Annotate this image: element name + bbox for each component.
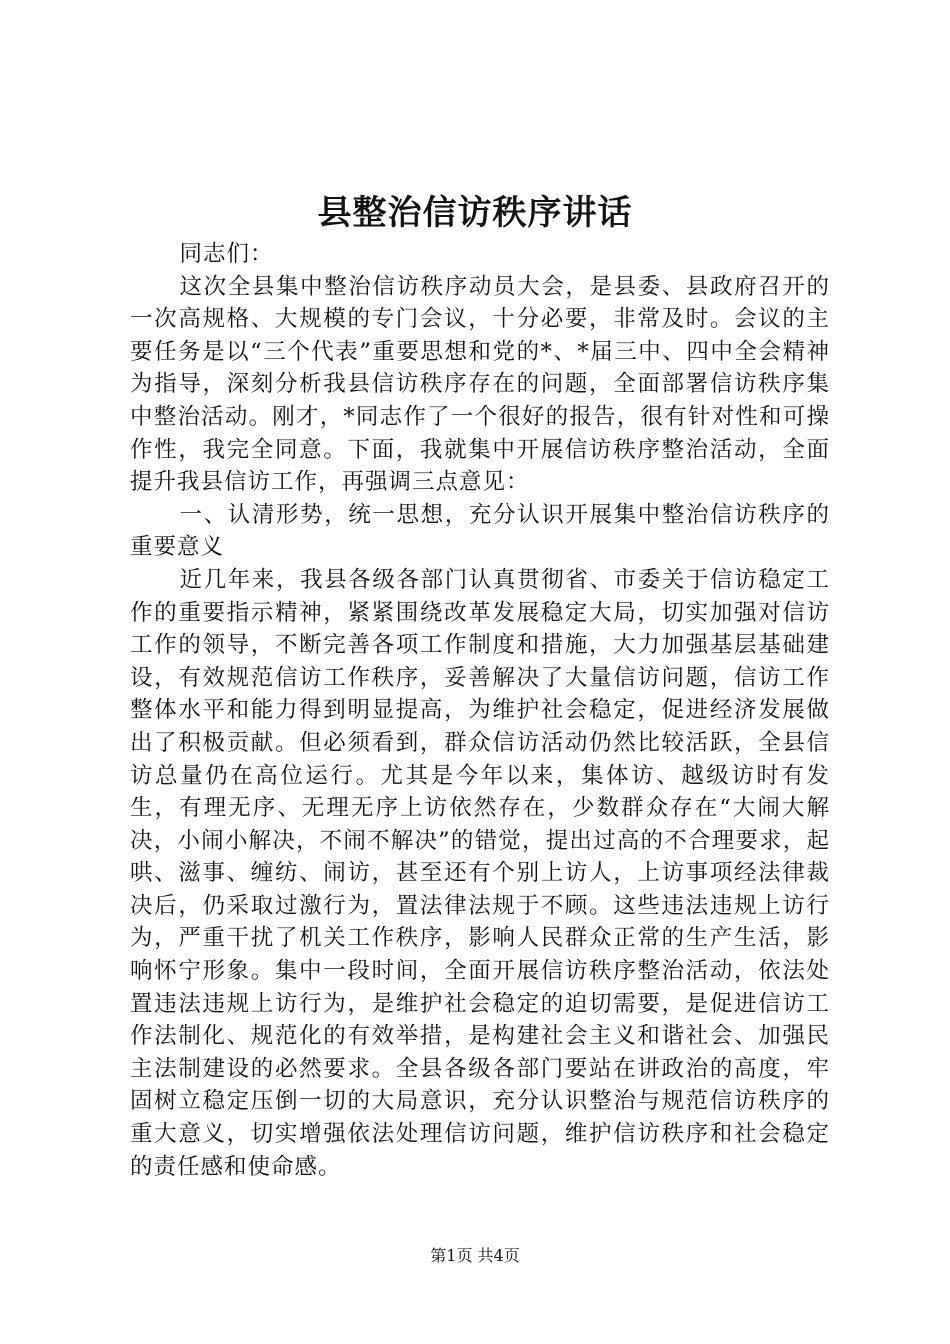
body-paragraph: 近几年来，我县各级各部门认真贯彻省、市委关于信访稳定工作的重要指示精神，紧紧围绕改革发展稳定大局，切实加强对信访工作的领导，不断完善各项工作制度和措施，大力加强基层基础建设，有效规范信访工作秩序，妥善解决了大量信访问题，信访工作整体水平和能力得到明显提高，为维护社会稳定，促进经济发展做出了积极贡献。但必须看到，群众信访活动仍然比较活跃，全县信访总量仍在高位运行。尤其是今年以来，集体访、越级访时有发生，有理无序、无理无序上访依然存在，少数群众存在“大闹大解决，小闹小解决，不闹不解决”的错觉，提出过高的不合理要求，起哄、滋事、缠纺、闹访，甚至还有个别上访人，上访事项经法律裁决后，仍采取过激行为，置法律法规于不顾。这些违法违规上访行为，严重干扰了机关工作秩序，影响人民群众正常的生产生活，影响怀宁形象。集中一段时间，全面开展信访秩序整治活动，依法处置违法违规上访行为，是维护社会稳定的迫切需要，是促进信访工作法制化、规范化的有效举措，是构建社会主义和谐社会、加强民主法制建设的必然要求。全县各级各部门要站在讲政治的高度，牢固树立稳定压倒一切的大局意识，充分认识整治与规范信访秩序的重大意义，切实增强依法处理信访问题，维护信访秩序和社会稳定的责任感和使命感。 <box>130 566 830 1180</box>
intro-paragraph: 这次全县集中整治信访秩序动员大会，是县委、县政府召开的一次高规格、大规模的专门会议，十分必要，非常及时。会议的主要任务是以“三个代表”重要思想和党的*、*届三中、四中全会精神为指导，深刻分析我县信访秩序存在的问题，全面部署信访秩序集中整治活动。刚才，*同志作了一个很好的报告，很有针对性和可操作性，我完全同意。下面，我就集中开展信访秩序整治活动，全面提升我县信访工作，再强调三点意见： <box>130 273 830 496</box>
section-heading: 一、认清形势，统一思想，充分认识开展集中整治信访秩序的重要意义 <box>130 501 830 561</box>
document-body <box>130 238 830 1183</box>
page-number-footer: 第1页 共4页 <box>430 1246 520 1265</box>
salutation-paragraph: 同志们： <box>179 241 274 267</box>
document-title: 县整治信访秩序讲话 <box>317 193 633 233</box>
